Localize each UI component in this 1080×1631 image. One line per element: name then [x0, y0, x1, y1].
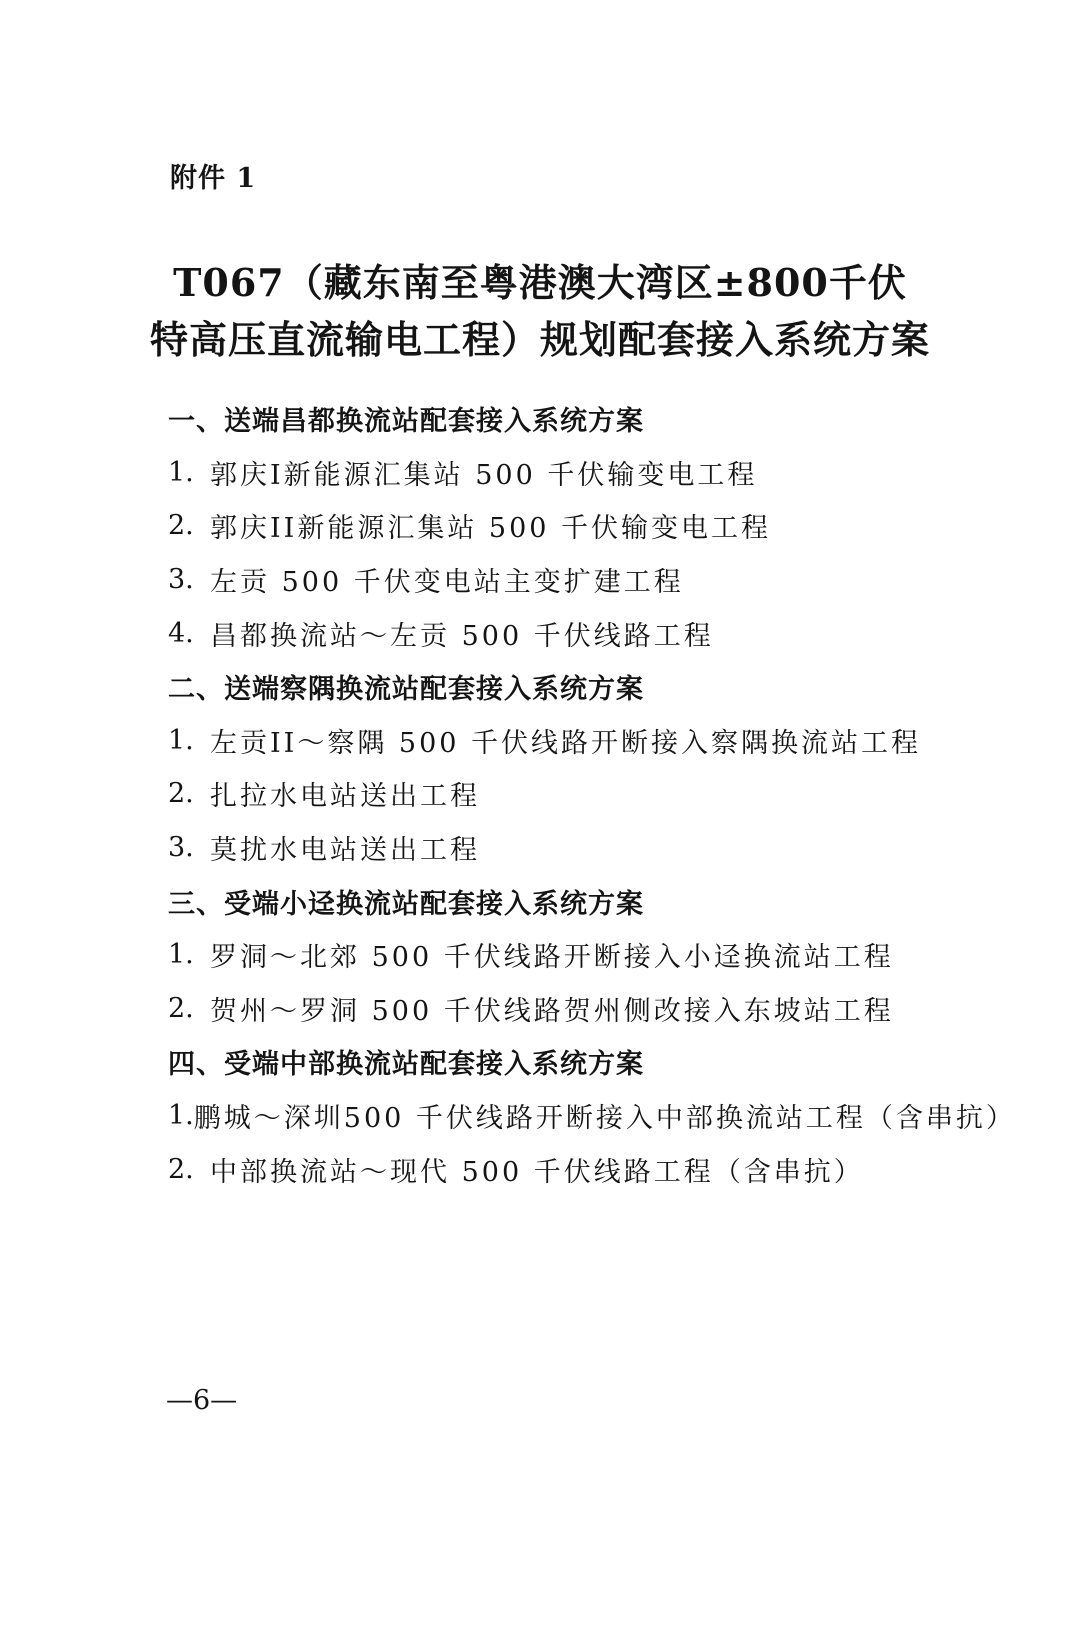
- item-number: 1.: [168, 939, 194, 971]
- item-text: 贺州～罗洞 500 千伏线路贺州侧改接入东坡站工程: [210, 995, 894, 1027]
- item-text: 扎拉水电站送出工程: [210, 781, 480, 813]
- list-item: [168, 553, 988, 607]
- item-text: 郭庆II新能源汇集站 500 千伏输变电工程: [210, 513, 772, 545]
- list-item: [168, 928, 988, 982]
- item-number: 4.: [168, 617, 194, 649]
- section-heading: 二、送端察隅换流站配套接入系统方案: [168, 674, 644, 706]
- item-text: 鹏城～深圳500 千伏线路开断接入中部换流站工程（含串抗）: [193, 1103, 1016, 1135]
- page-number: —6—: [166, 1385, 238, 1416]
- item-number: 2.: [168, 1153, 194, 1185]
- list-item: [168, 982, 988, 1036]
- list-item: [168, 446, 988, 500]
- section-heading: 三、受端小迳换流站配套接入系统方案: [168, 888, 644, 920]
- item-number: 2.: [168, 992, 194, 1024]
- item-text: 左贡II～察隅 500 千伏线路开断接入察隅换流站工程: [210, 727, 922, 759]
- list-item: [168, 606, 988, 660]
- item-number: 1.: [168, 724, 194, 756]
- item-number: 2.: [168, 510, 194, 542]
- attachment-label: 附件 1: [170, 163, 257, 194]
- item-text: 莫扰水电站送出工程: [210, 835, 480, 867]
- item-text: 左贡 500 千伏变电站主变扩建工程: [210, 567, 684, 599]
- item-text: 郭庆I新能源汇集站 500 千伏输变电工程: [210, 459, 758, 491]
- plan-outline: [168, 392, 1016, 1196]
- list-item: [168, 767, 988, 821]
- list-item: [168, 499, 988, 553]
- item-number: 1.: [168, 1100, 194, 1132]
- item-number: 2.: [168, 778, 194, 810]
- item-number: 3.: [168, 832, 194, 864]
- item-text: 中部换流站～现代 500 千伏线路工程（含串抗）: [210, 1156, 864, 1188]
- item-number: 1.: [168, 456, 194, 488]
- list-item: [168, 821, 988, 875]
- section-heading: 四、受端中部换流站配套接入系统方案: [168, 1049, 644, 1081]
- document-title-line-2: 特高压直流输电工程）规划配套接入系统方案: [149, 317, 930, 362]
- list-item: [168, 1089, 1016, 1143]
- item-text: 昌都换流站～左贡 500 千伏线路工程: [210, 620, 714, 652]
- list-item: [168, 714, 988, 768]
- section-heading: 一、送端昌都换流站配套接入系统方案: [168, 406, 644, 438]
- item-text: 罗洞～北郊 500 千伏线路开断接入小迳换流站工程: [210, 942, 894, 974]
- item-number: 3.: [168, 564, 194, 596]
- list-item: [168, 1142, 988, 1196]
- document-title-line-1: T067（藏东南至粤港澳大湾区±800千伏: [173, 260, 907, 305]
